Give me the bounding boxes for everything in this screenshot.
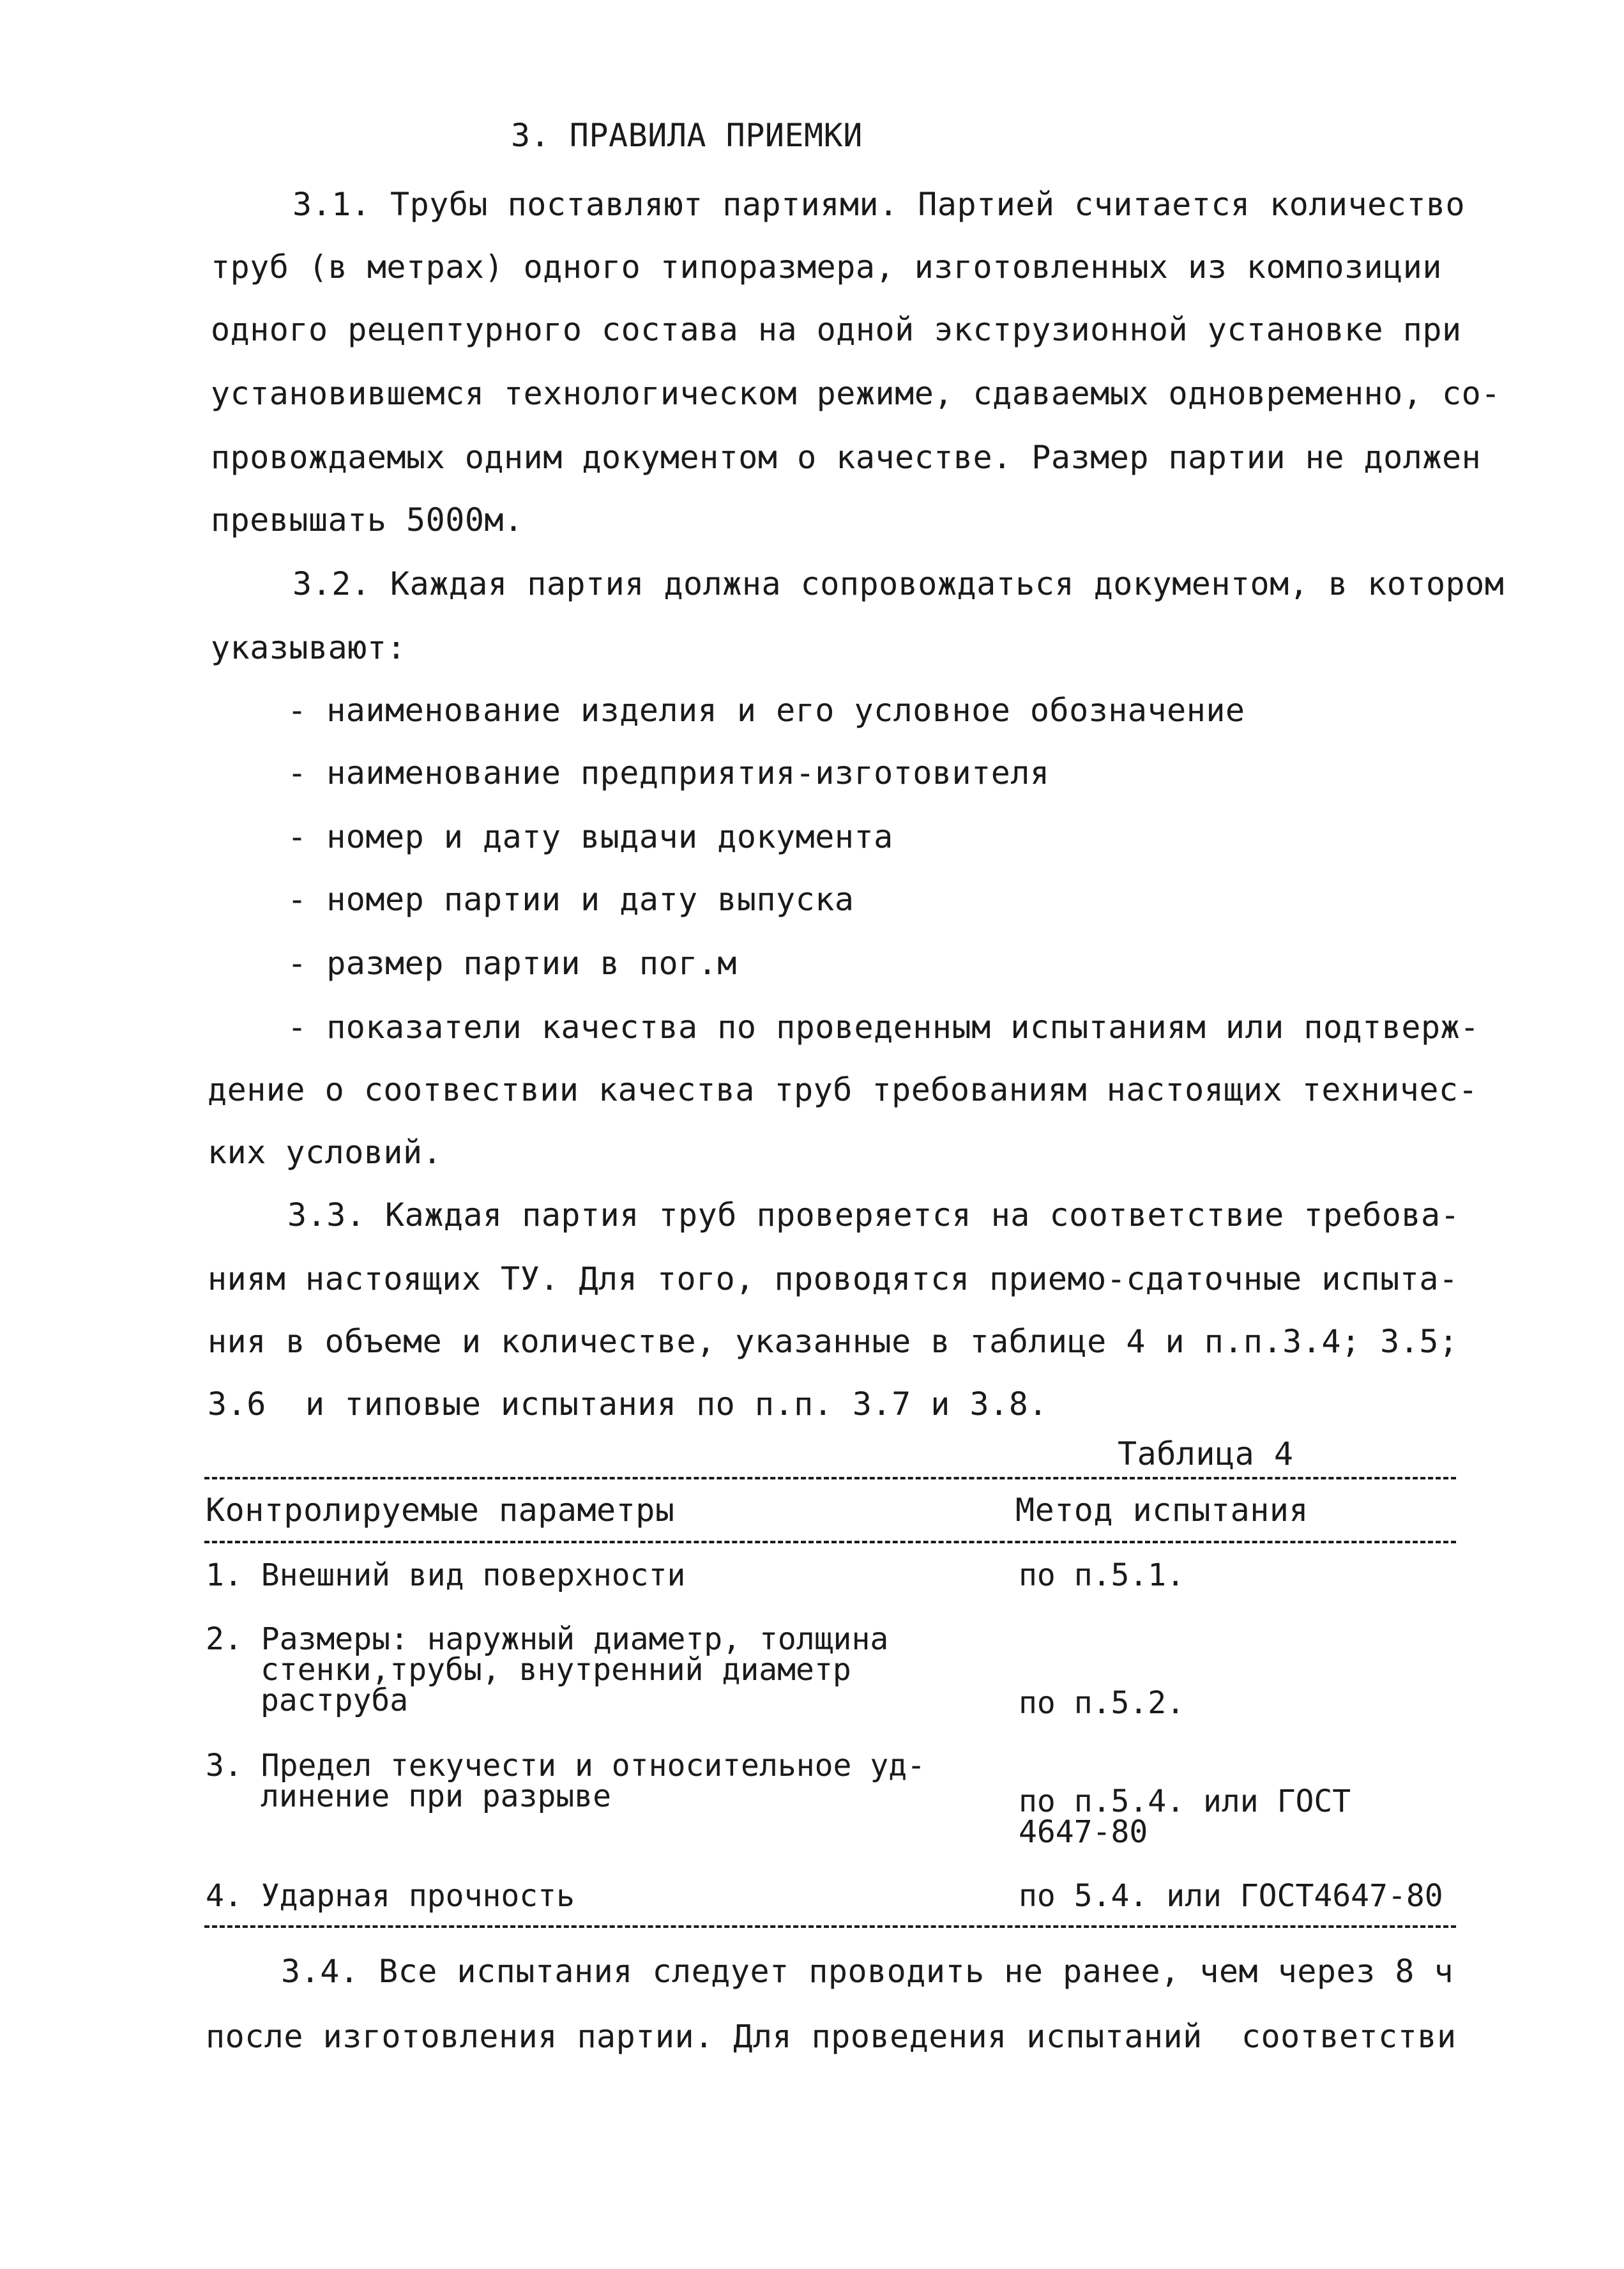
table-row-param: раструба (261, 1683, 409, 1718)
list-item: - номер и дату выдачи документа (287, 818, 893, 855)
table-row-param: 3. Предел текучести и относительное уд- (206, 1748, 926, 1784)
table-row-method: по п.5.1. (1019, 1557, 1185, 1593)
table-row-param: 4. Ударная прочность (206, 1878, 575, 1914)
list-item: - размер партии в пог.м (287, 945, 737, 982)
p31-line: труб (в метрах) одного типоразмера, изготовленных из композиции (211, 248, 1442, 286)
list-item-cont: ких условий. (208, 1134, 443, 1171)
list-item: - наименование изделия и его условное обозначение (287, 692, 1245, 729)
table-row-method: по п.5.2. (1019, 1685, 1185, 1721)
section-heading: 3. ПРАВИЛА ПРИЕМКИ (511, 117, 863, 154)
list-item: - показатели качества по проведенным испытаниям или подтверж- (287, 1009, 1480, 1046)
table-row-param: 2. Размеры: наружный диаметр, толщина (206, 1621, 889, 1657)
table-row-method: по 5.4. или ГОСТ4647-80 (1019, 1878, 1443, 1914)
table-row-param: стенки,трубы, внутренний диаметр (261, 1652, 851, 1688)
p31-line: 3.1. Трубы поставляют партиями. Партией считается количество (292, 186, 1466, 223)
table-rule-top (204, 1477, 1456, 1479)
list-item: - номер партии и дату выпуска (287, 881, 854, 918)
table-row-param: 1. Внешний вид поверхности (206, 1557, 686, 1593)
p31-line: провождаемых одним документом о качестве. Размер партии не должен (211, 439, 1482, 476)
list-item-cont: дение о соотвествии качества труб требованиям настоящих техничес- (208, 1071, 1478, 1108)
p33-line: 3.6 и типовые испытания по п.п. 3.7 и 3.8. (208, 1386, 1048, 1423)
p33-line: ния в объеме и количестве, указанные в таблице 4 и п.п.3.4; 3.5; (208, 1323, 1459, 1360)
table-rule-bottom (204, 1925, 1456, 1928)
table-header-params: Контролируемые параметры (206, 1492, 675, 1529)
table-row-param: линение при разрыве (261, 1778, 612, 1814)
p34-line: после изготовления партии. Для проведения испытаний соответстви (206, 2018, 1457, 2055)
p32-line: 3.2. Каждая партия должна сопровождаться документом, в котором (292, 565, 1505, 602)
p32-line: указывают: (211, 629, 407, 666)
table-header-method: Метод испытания (1015, 1492, 1309, 1529)
p31-line: одного рецептурного состава на одной экструзионной установке при (211, 311, 1462, 348)
p33-line: ниям настоящих ТУ. Для того, проводятся приемо-сдаточные испыта- (208, 1260, 1459, 1297)
p34-line: 3.4. Все испытания следует проводить не ранее, чем через 8 ч (281, 1953, 1454, 1990)
table-row-method: по п.5.4. или ГОСТ (1019, 1784, 1351, 1819)
table-caption: Таблица 4 (1118, 1435, 1294, 1472)
list-item: - наименование предприятия-изготовителя (287, 754, 1050, 791)
p33-line: 3.3. Каждая партия труб проверяется на соответствие требова- (287, 1196, 1461, 1234)
p31-line: превышать 5000м. (211, 501, 524, 539)
table-rule-header (204, 1541, 1456, 1543)
table-row-method: 4647-80 (1019, 1814, 1148, 1850)
p31-line: установившемся технологическом режиме, сдаваемых одновременно, со- (211, 375, 1501, 412)
